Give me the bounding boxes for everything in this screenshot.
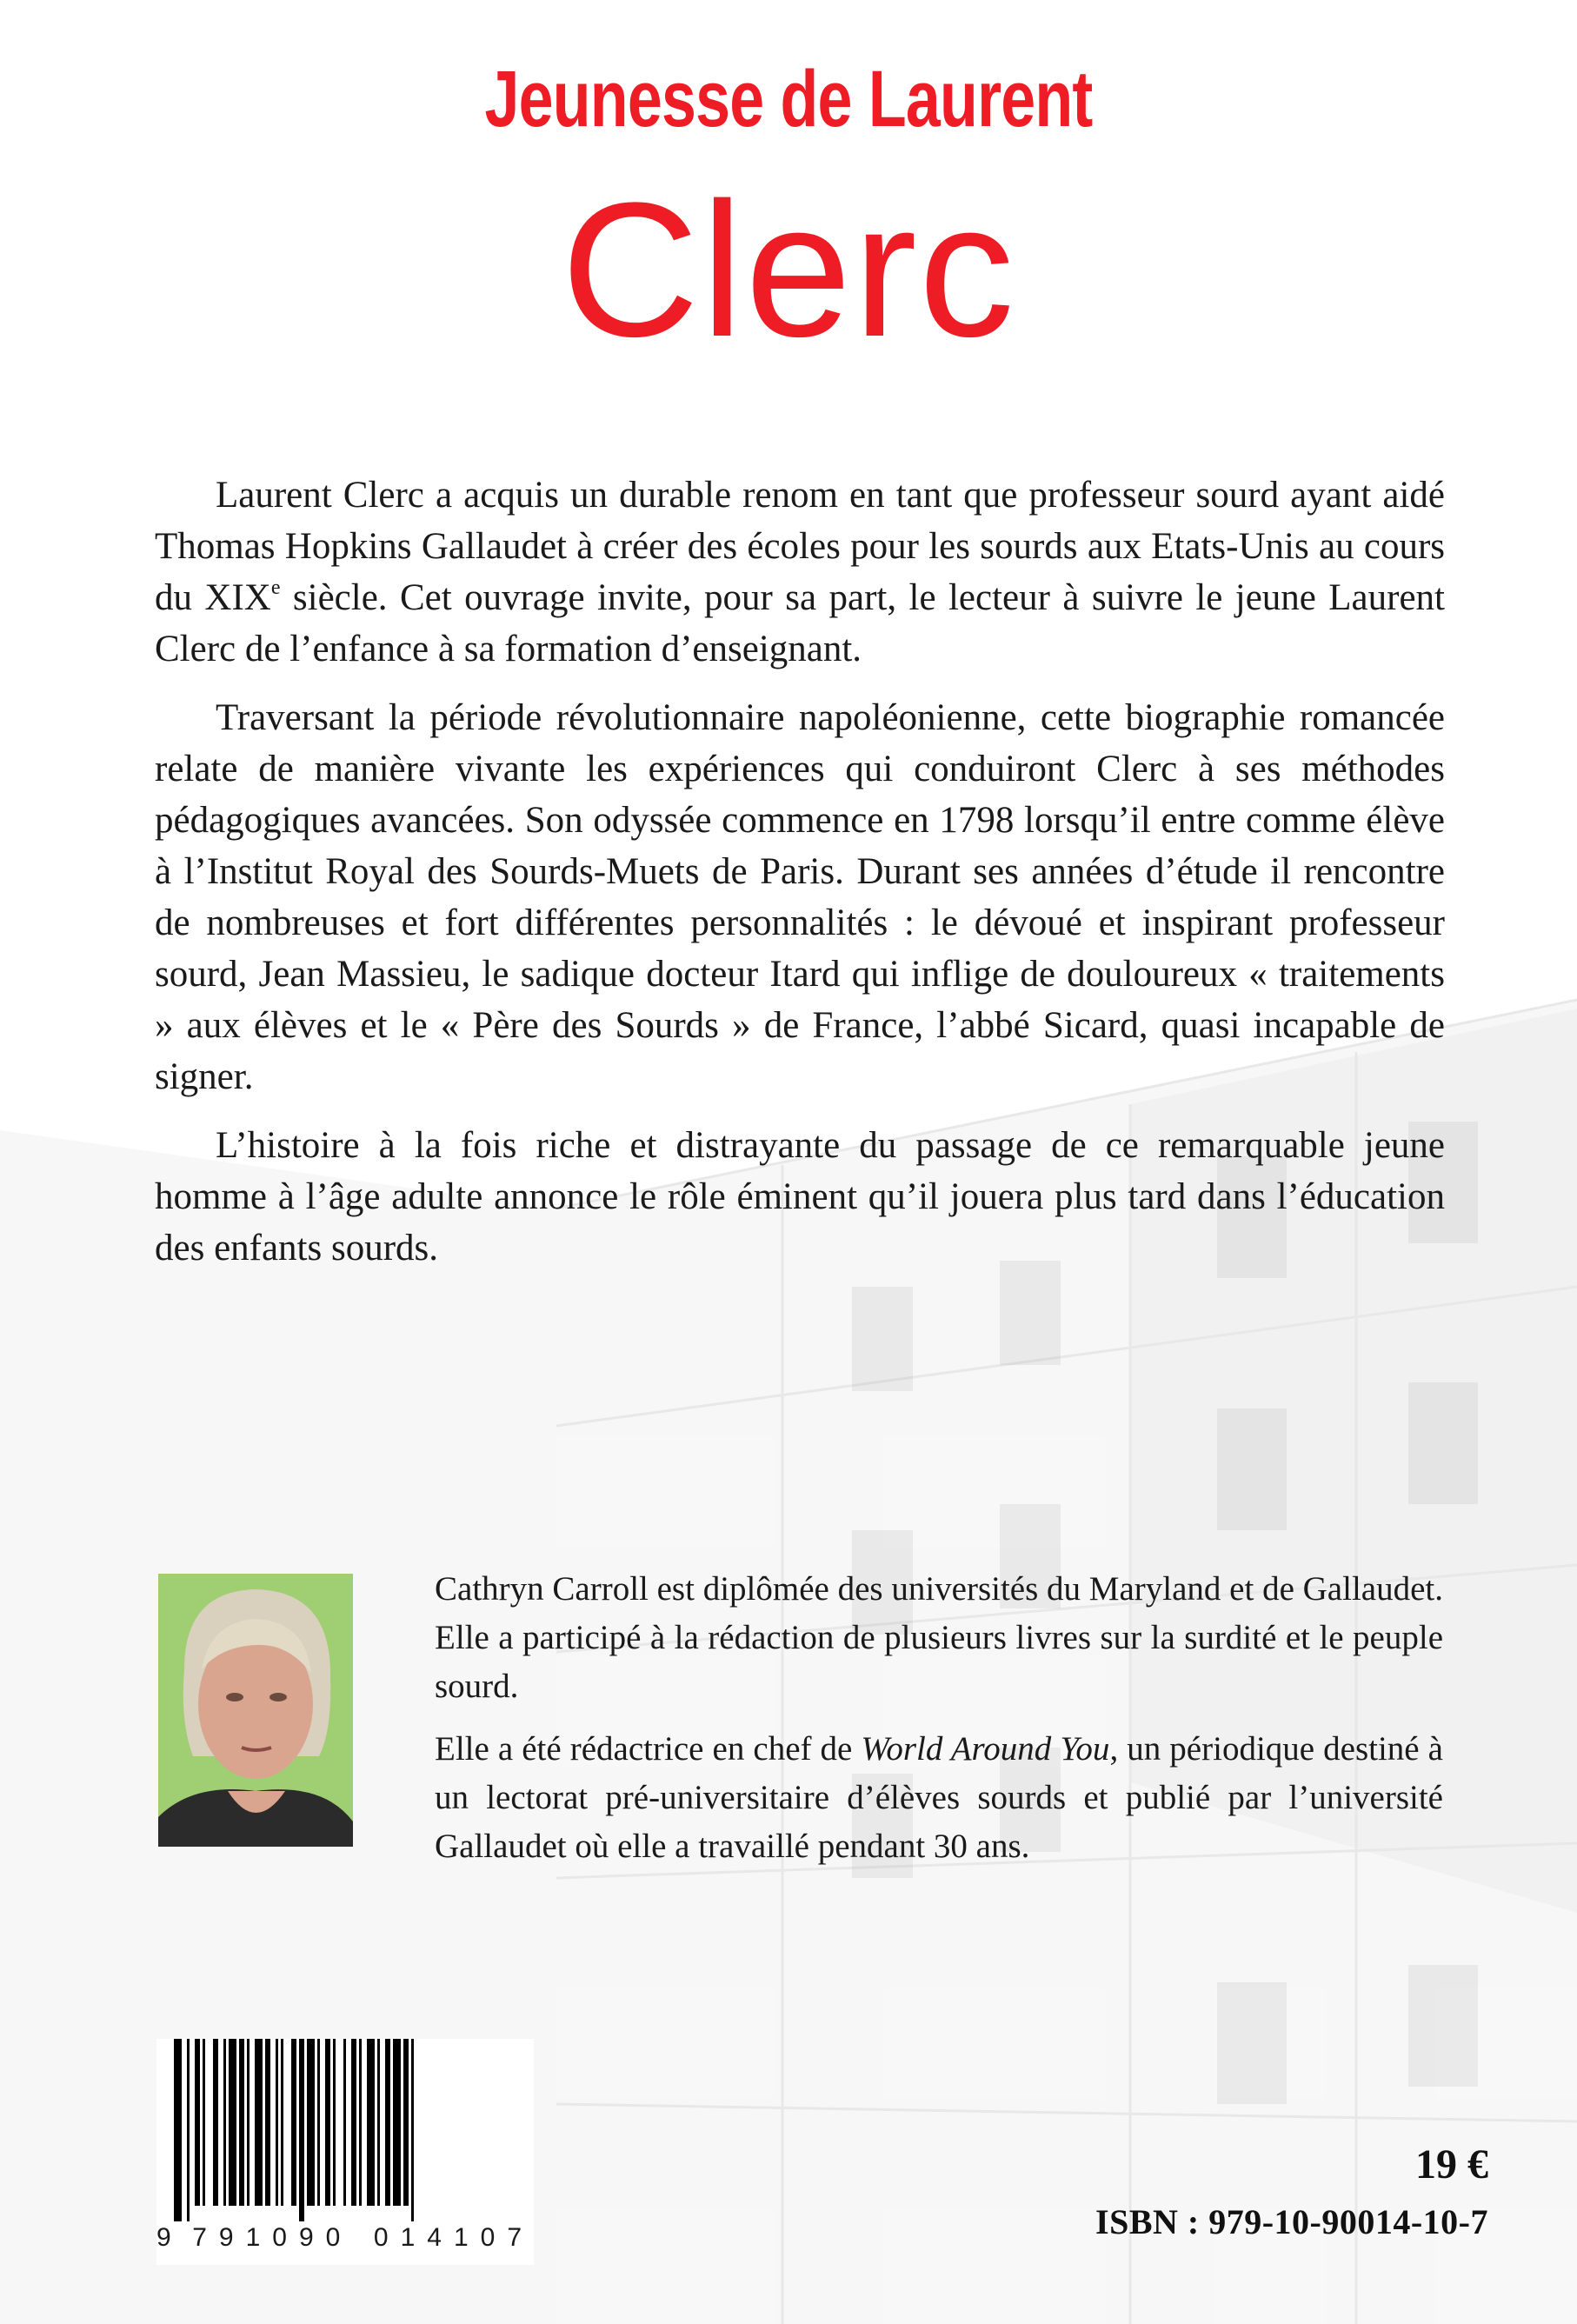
isbn-label: ISBN : 979-10-90014-10-7 — [1095, 2202, 1488, 2241]
blurb-paragraph-1: Laurent Clerc a acquis un durable renom en tant que professeur sourd ayant aidé Thomas Hopkins Gallaudet à créer des écoles pour les sourds aux Etats-Unis au cours du XIXe siècle. Cet ouvrage invite, pour sa part, le lecteur à suivre le jeune Laurent Clerc de l’enfance à sa formation d’enseignant. — [155, 475, 1445, 669]
author-bio-paragraph-2: Elle a été rédactrice en chef de World Around You, un périodique destiné à un lectorat pré-universitaire d’élèves sourds et publié par l’université Gallaudet où elle a travaillé pendant 30 ans. — [435, 1730, 1443, 1865]
back-cover-blurb — [155, 469, 1445, 1291]
barcode-bar — [333, 2039, 336, 2206]
barcode-bar — [223, 2039, 226, 2206]
barcode-bar — [385, 2039, 390, 2206]
barcode-digits — [156, 2223, 534, 2258]
price-label: 19 € — [1415, 2141, 1488, 2187]
barcode-bars — [156, 2039, 534, 2221]
author-photo — [158, 1574, 353, 1847]
barcode-bar — [255, 2039, 263, 2206]
barcode-bar — [359, 2039, 362, 2206]
barcode-bar — [291, 2039, 296, 2206]
barcode-bar — [229, 2039, 236, 2206]
barcode-bar — [174, 2039, 182, 2221]
isbn-barcode — [156, 2039, 534, 2265]
barcode-bar — [325, 2039, 330, 2206]
barcode-digit-prefix: 9 — [156, 2223, 171, 2252]
barcode-bar — [239, 2039, 244, 2206]
barcode-bar — [195, 2039, 200, 2206]
barcode-bar — [317, 2039, 320, 2206]
author-bio-paragraph-1: Cathryn Carroll est diplômée des universités du Maryland et de Gallaudet. Elle a participé à la rédaction de plusieurs livres sur la surdité et le peuple sourd. — [435, 1570, 1443, 1705]
barcode-digit-group-left: 791090 — [192, 2223, 353, 2252]
author-biography — [435, 1565, 1443, 1885]
barcode-bar — [403, 2039, 409, 2206]
barcode-bar — [393, 2039, 401, 2206]
blurb-paragraph-2: Traversant la période révolutionnaire napoléonienne, cette biographie romancée relate de manière vivante les expériences qui conduiront Clerc à ses méthodes pédagogiques avancées. Son odyssée commence en 1798 lorsqu’il entre comme élève à l’Institut Royal des Sourds-Muets de Paris. Durant ses années d’étude il rencontre de nombreuses et fort différentes personnalités : le dévoué et inspirant professeur sourd, Jean Massieu, le sadique docteur Itard qui inflige de douloureux « traitements » aux élèves et le « Père des Sourds » de France, l’abbé Sicard, quasi incapable de signer. — [155, 697, 1445, 1097]
book-title-line2: Clerc — [561, 163, 1016, 376]
barcode-bar — [187, 2039, 190, 2221]
barcode-bar — [299, 2039, 304, 2221]
barcode-digit-group-right: 014107 — [373, 2223, 534, 2252]
barcode-bar — [247, 2039, 250, 2206]
book-title-line1: Jeunesse de Laurent — [484, 55, 1093, 143]
barcode-bar — [377, 2039, 380, 2206]
periodical-title: World Around You — [861, 1730, 1110, 1768]
barcode-bar — [411, 2039, 414, 2221]
author-portrait-image — [158, 1574, 353, 1847]
barcode-bar — [367, 2039, 375, 2206]
barcode-bar — [281, 2039, 283, 2206]
barcode-bar — [351, 2039, 356, 2206]
blurb-paragraph-3: L’histoire à la fois riche et distrayante du passage de ce remarquable jeune homme à l’âge adulte annonce le rôle éminent qu’il jouera plus tard dans l’éducation des enfants sourds. — [155, 1125, 1445, 1269]
barcode-bar — [307, 2039, 315, 2206]
barcode-bar — [203, 2039, 205, 2206]
barcode-bar — [343, 2039, 346, 2206]
barcode-bar — [265, 2039, 270, 2206]
barcode-bar — [213, 2039, 218, 2206]
barcode-bar — [276, 2039, 278, 2206]
